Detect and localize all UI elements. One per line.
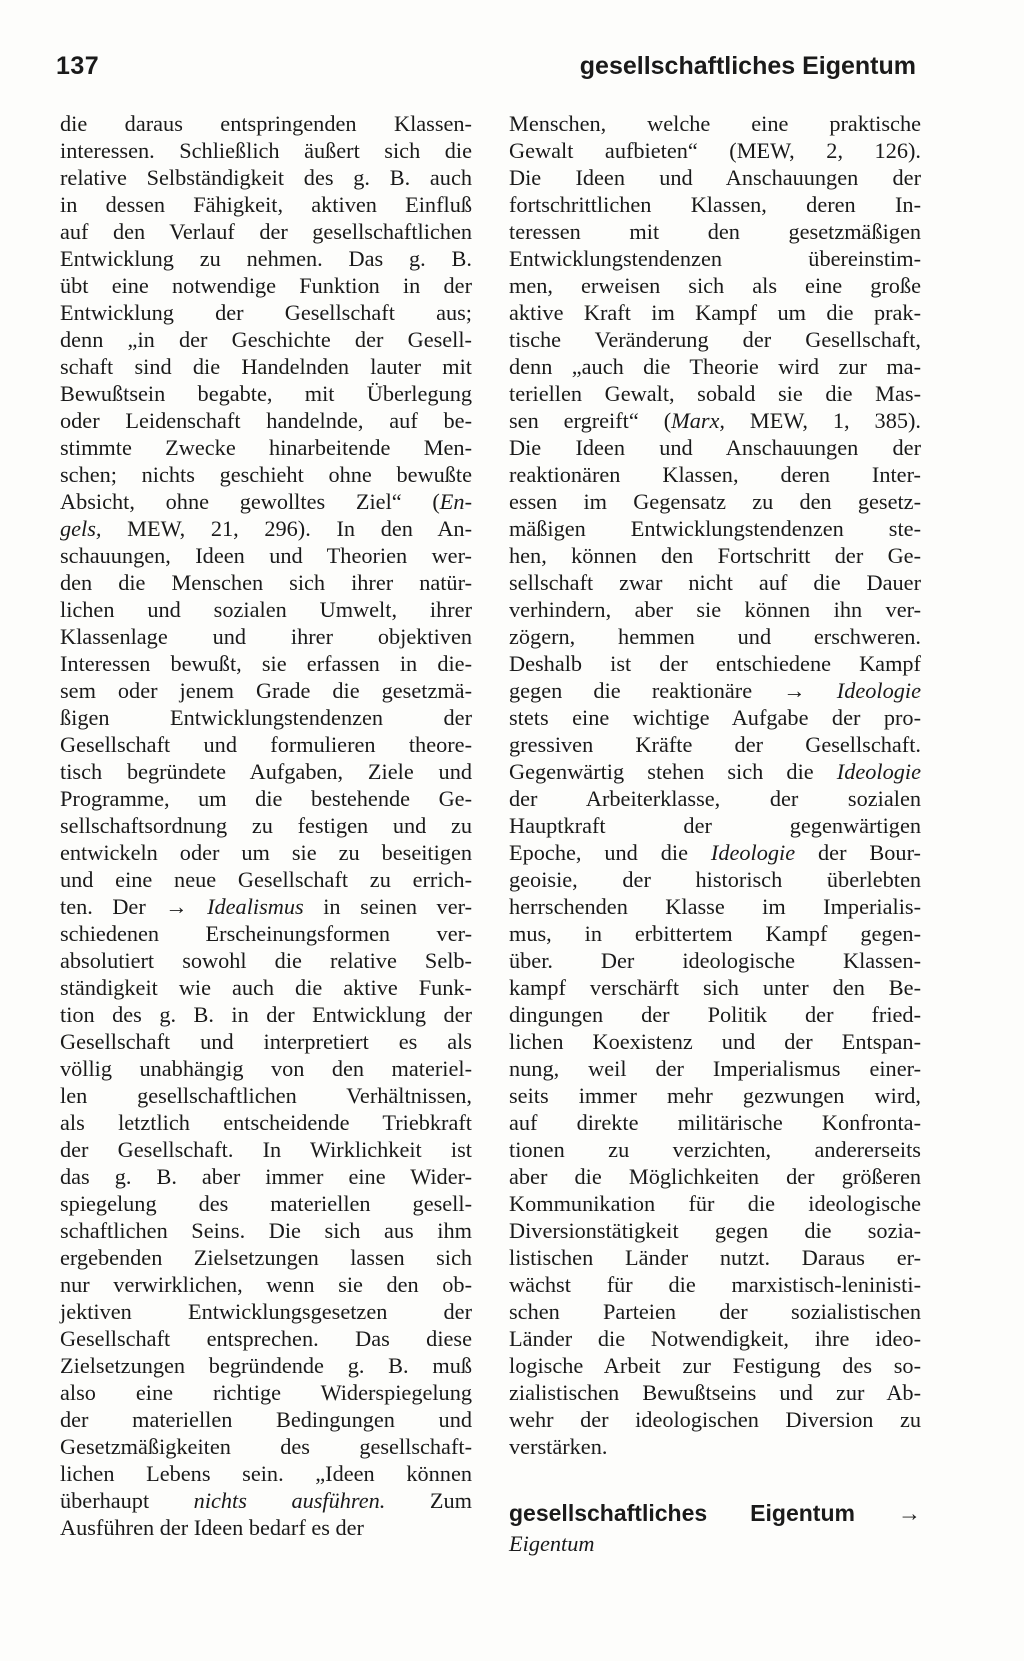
text-line: seits immer mehr gezwungen wird, <box>509 1083 921 1108</box>
text-line: tion des g. B. in der Entwicklung der <box>60 1002 472 1027</box>
text-line: stets eine wichtige Aufgabe der pro- <box>509 705 921 730</box>
text-line: Epoche, und die Ideologie der Bour- <box>509 840 921 865</box>
text-line: logische Arbeit zur Festigung des so- <box>509 1353 921 1378</box>
text-line: Entwicklung der Gesellschaft aus; <box>60 300 472 325</box>
text-line: wehr der ideologischen Diversion zu <box>509 1407 921 1432</box>
text-line: men, erweisen sich als eine große <box>509 273 921 298</box>
text-line: tische Veränderung der Gesellschaft, <box>509 327 921 352</box>
text-line: Programme, um die bestehende Ge- <box>60 786 472 811</box>
text-line: dingungen der Politik der fried- <box>509 1002 921 1027</box>
text-line: gegen die reaktionäre → Ideologie <box>509 678 921 703</box>
text-line: listischen Länder nutzt. Daraus er- <box>509 1245 921 1270</box>
text-line: zialistischen Bewußtseins und zur Ab- <box>509 1380 921 1405</box>
text-line: stimmte Zwecke hinarbeitende Men- <box>60 435 472 460</box>
text-line: als letztlich entscheidende Triebkraft <box>60 1110 472 1135</box>
text-line: schauungen, Ideen und Theorien wer- <box>60 543 472 568</box>
text-line: schen Parteien der sozialistischen <box>509 1299 921 1324</box>
text-line: Länder die Notwendigkeit, ihre ideo- <box>509 1326 921 1351</box>
text-line: sellschaftsordnung zu festigen und zu <box>60 813 472 838</box>
text-line: tionen zu verzichten, andererseits <box>509 1137 921 1162</box>
text-line: überhaupt nichts ausführen. Zum <box>60 1488 472 1513</box>
text-line: Hauptkraft der gegenwärtigen <box>509 813 921 838</box>
text-line: schaftlichen Seins. Die sich aus ihm <box>60 1218 472 1243</box>
text-line: Absicht, ohne gewolltes Ziel“ (En- <box>60 489 472 514</box>
text-line: der Arbeiterklasse, der sozialen <box>509 786 921 811</box>
text-line: Gesellschaft und formulieren theore- <box>60 732 472 757</box>
text-line: nur verwirklichen, wenn sie den ob- <box>60 1272 472 1297</box>
text-line: völlig unabhängig von den materiel- <box>60 1056 472 1081</box>
text-line: lichen und sozialen Umwelt, ihrer <box>60 597 472 622</box>
left-column <box>60 110 472 1541</box>
text-line: spiegelung des materiellen gesell- <box>60 1191 472 1216</box>
text-line: Zielsetzungen begründende g. B. muß <box>60 1353 472 1378</box>
text-line: mus, in erbittertem Kampf gegen- <box>509 921 921 946</box>
text-line: und eine neue Gesellschaft zu errich- <box>60 867 472 892</box>
text-line: schaft sind die Handelnden lauter mit <box>60 354 472 379</box>
text-line: relative Selbständigkeit des g. B. auch <box>60 165 472 190</box>
text-line: verhindern, aber sie können ihn ver- <box>509 597 921 622</box>
text-line: Gesetzmäßigkeiten des gesellschaft- <box>60 1434 472 1459</box>
text-line: den die Menschen sich ihrer natür- <box>60 570 472 595</box>
right-column <box>509 110 921 1460</box>
text-line: zögern, hemmen und erschweren. <box>509 624 921 649</box>
text-line: Menschen, welche eine praktische <box>509 111 921 136</box>
text-line: Entwicklungstendenzen übereinstim- <box>509 246 921 271</box>
text-line: geoisie, der historisch überlebten <box>509 867 921 892</box>
text-line: essen im Gegensatz zu den gesetz- <box>509 489 921 514</box>
page-number: 137 <box>56 52 100 80</box>
running-title: gesellschaftliches Eigentum <box>579 52 916 80</box>
text-line: teressen mit den gesetzmäßigen <box>509 219 921 244</box>
text-line: denn „auch die Theorie wird zur ma- <box>509 354 921 379</box>
text-line: Kommunikation für die ideologische <box>509 1191 921 1216</box>
text-line: fortschrittlichen Klassen, deren In- <box>509 192 921 217</box>
arrow-icon: → <box>898 1500 921 1526</box>
text-line: ständigkeit wie auch die aktive Funk- <box>60 975 472 1000</box>
text-line: Gewalt aufbieten“ (MEW, 2, 126). <box>509 138 921 163</box>
text-line: Entwicklung zu nehmen. Das g. B. <box>60 246 472 271</box>
text-line: mäßigen Entwicklungstendenzen ste- <box>509 516 921 541</box>
text-line: hen, können den Fortschritt der Ge- <box>509 543 921 568</box>
text-line: Gesellschaft und interpretiert es als <box>60 1029 472 1054</box>
text-line: sen ergreift“ (Marx, MEW, 1, 385). <box>509 408 921 433</box>
text-line: gressiven Kräfte der Gesellschaft. <box>509 732 921 757</box>
text-line: die daraus entspringenden Klassen- <box>60 111 472 136</box>
text-line: absolutiert sowohl die relative Selb- <box>60 948 472 973</box>
text-line: über. Der ideologische Klassen- <box>509 948 921 973</box>
text-line: sellschaft zwar nicht auf die Dauer <box>509 570 921 595</box>
text-line: übt eine notwendige Funktion in der <box>60 273 472 298</box>
text-line: ten. Der → Idealismus in seinen ver- <box>60 894 472 919</box>
text-line: Bewußtsein begabte, mit Überlegung <box>60 381 472 406</box>
text-line: ßigen Entwicklungstendenzen der <box>60 705 472 730</box>
text-line: auf direkte militärische Konfronta- <box>509 1110 921 1135</box>
text-line: Die Ideen und Anschauungen der <box>509 435 921 460</box>
entry-reference[interactable]: Eigentum <box>509 1531 595 1556</box>
text-line: jektiven Entwicklungsgesetzen der <box>60 1299 472 1324</box>
text-line: interessen. Schließlich äußert sich die <box>60 138 472 163</box>
text-line: Gesellschaft entsprechen. Das diese <box>60 1326 472 1351</box>
text-line: Klassenlage und ihrer objektiven <box>60 624 472 649</box>
text-line: herrschenden Klasse im Imperialis- <box>509 894 921 919</box>
text-line: teriellen Gewalt, sobald sie die Mas- <box>509 381 921 406</box>
text-line: nung, weil der Imperialismus einer- <box>509 1056 921 1081</box>
text-line: Die Ideen und Anschauungen der <box>509 165 921 190</box>
text-line: Gegenwärtig stehen sich die Ideologie <box>509 759 921 784</box>
text-line: Ausführen der Ideen bedarf es der <box>60 1515 364 1540</box>
text-line: schen; nichts geschieht ohne bewußte <box>60 462 472 487</box>
text-line: schiedenen Erscheinungsformen ver- <box>60 921 472 946</box>
text-line: ergebenden Zielsetzungen lassen sich <box>60 1245 472 1270</box>
text-line: auf den Verlauf der gesellschaftlichen <box>60 219 472 244</box>
text-line: aktive Kraft im Kampf um die prak- <box>509 300 921 325</box>
text-line: entwickeln oder um sie zu beseitigen <box>60 840 472 865</box>
text-line: Diversionstätigkeit gegen die sozia- <box>509 1218 921 1243</box>
text-line: lichen Lebens sein. „Ideen können <box>60 1461 472 1486</box>
cross-reference-entry <box>509 1500 921 1557</box>
text-line: Interessen bewußt, sie erfassen in die- <box>60 651 472 676</box>
text-line: tisch begründete Aufgaben, Ziele und <box>60 759 472 784</box>
text-line: lichen Koexistenz und der Entspan- <box>509 1029 921 1054</box>
text-line: also eine richtige Widerspiegelung <box>60 1380 472 1405</box>
text-line: reaktionären Klassen, deren Inter- <box>509 462 921 487</box>
text-line: Deshalb ist der entschiedene Kampf <box>509 651 921 676</box>
text-line: gels, MEW, 21, 296). In den An- <box>60 516 472 541</box>
entry-headword: gesellschaftliches Eigentum <box>509 1500 855 1526</box>
text-line: len gesellschaftlichen Verhältnissen, <box>60 1083 472 1108</box>
text-line: sem oder jenem Grade die gesetzmä- <box>60 678 472 703</box>
text-line: kampf verschärft sich unter den Be- <box>509 975 921 1000</box>
text-line: oder Leidenschaft handelnde, auf be- <box>60 408 472 433</box>
text-line: wächst für die marxistisch-leninisti- <box>509 1272 921 1297</box>
text-line: verstärken. <box>509 1434 608 1459</box>
text-line: denn „in der Geschichte der Gesell- <box>60 327 472 352</box>
entry-headword-line <box>509 1500 921 1530</box>
text-line: der Gesellschaft. In Wirklichkeit ist <box>60 1137 472 1162</box>
text-line: das g. B. aber immer eine Wider- <box>60 1164 472 1189</box>
text-line: der materiellen Bedingungen und <box>60 1407 472 1432</box>
text-line: in dessen Fähigkeit, aktiven Einfluß <box>60 192 472 217</box>
text-line: aber die Möglichkeiten der größeren <box>509 1164 921 1189</box>
